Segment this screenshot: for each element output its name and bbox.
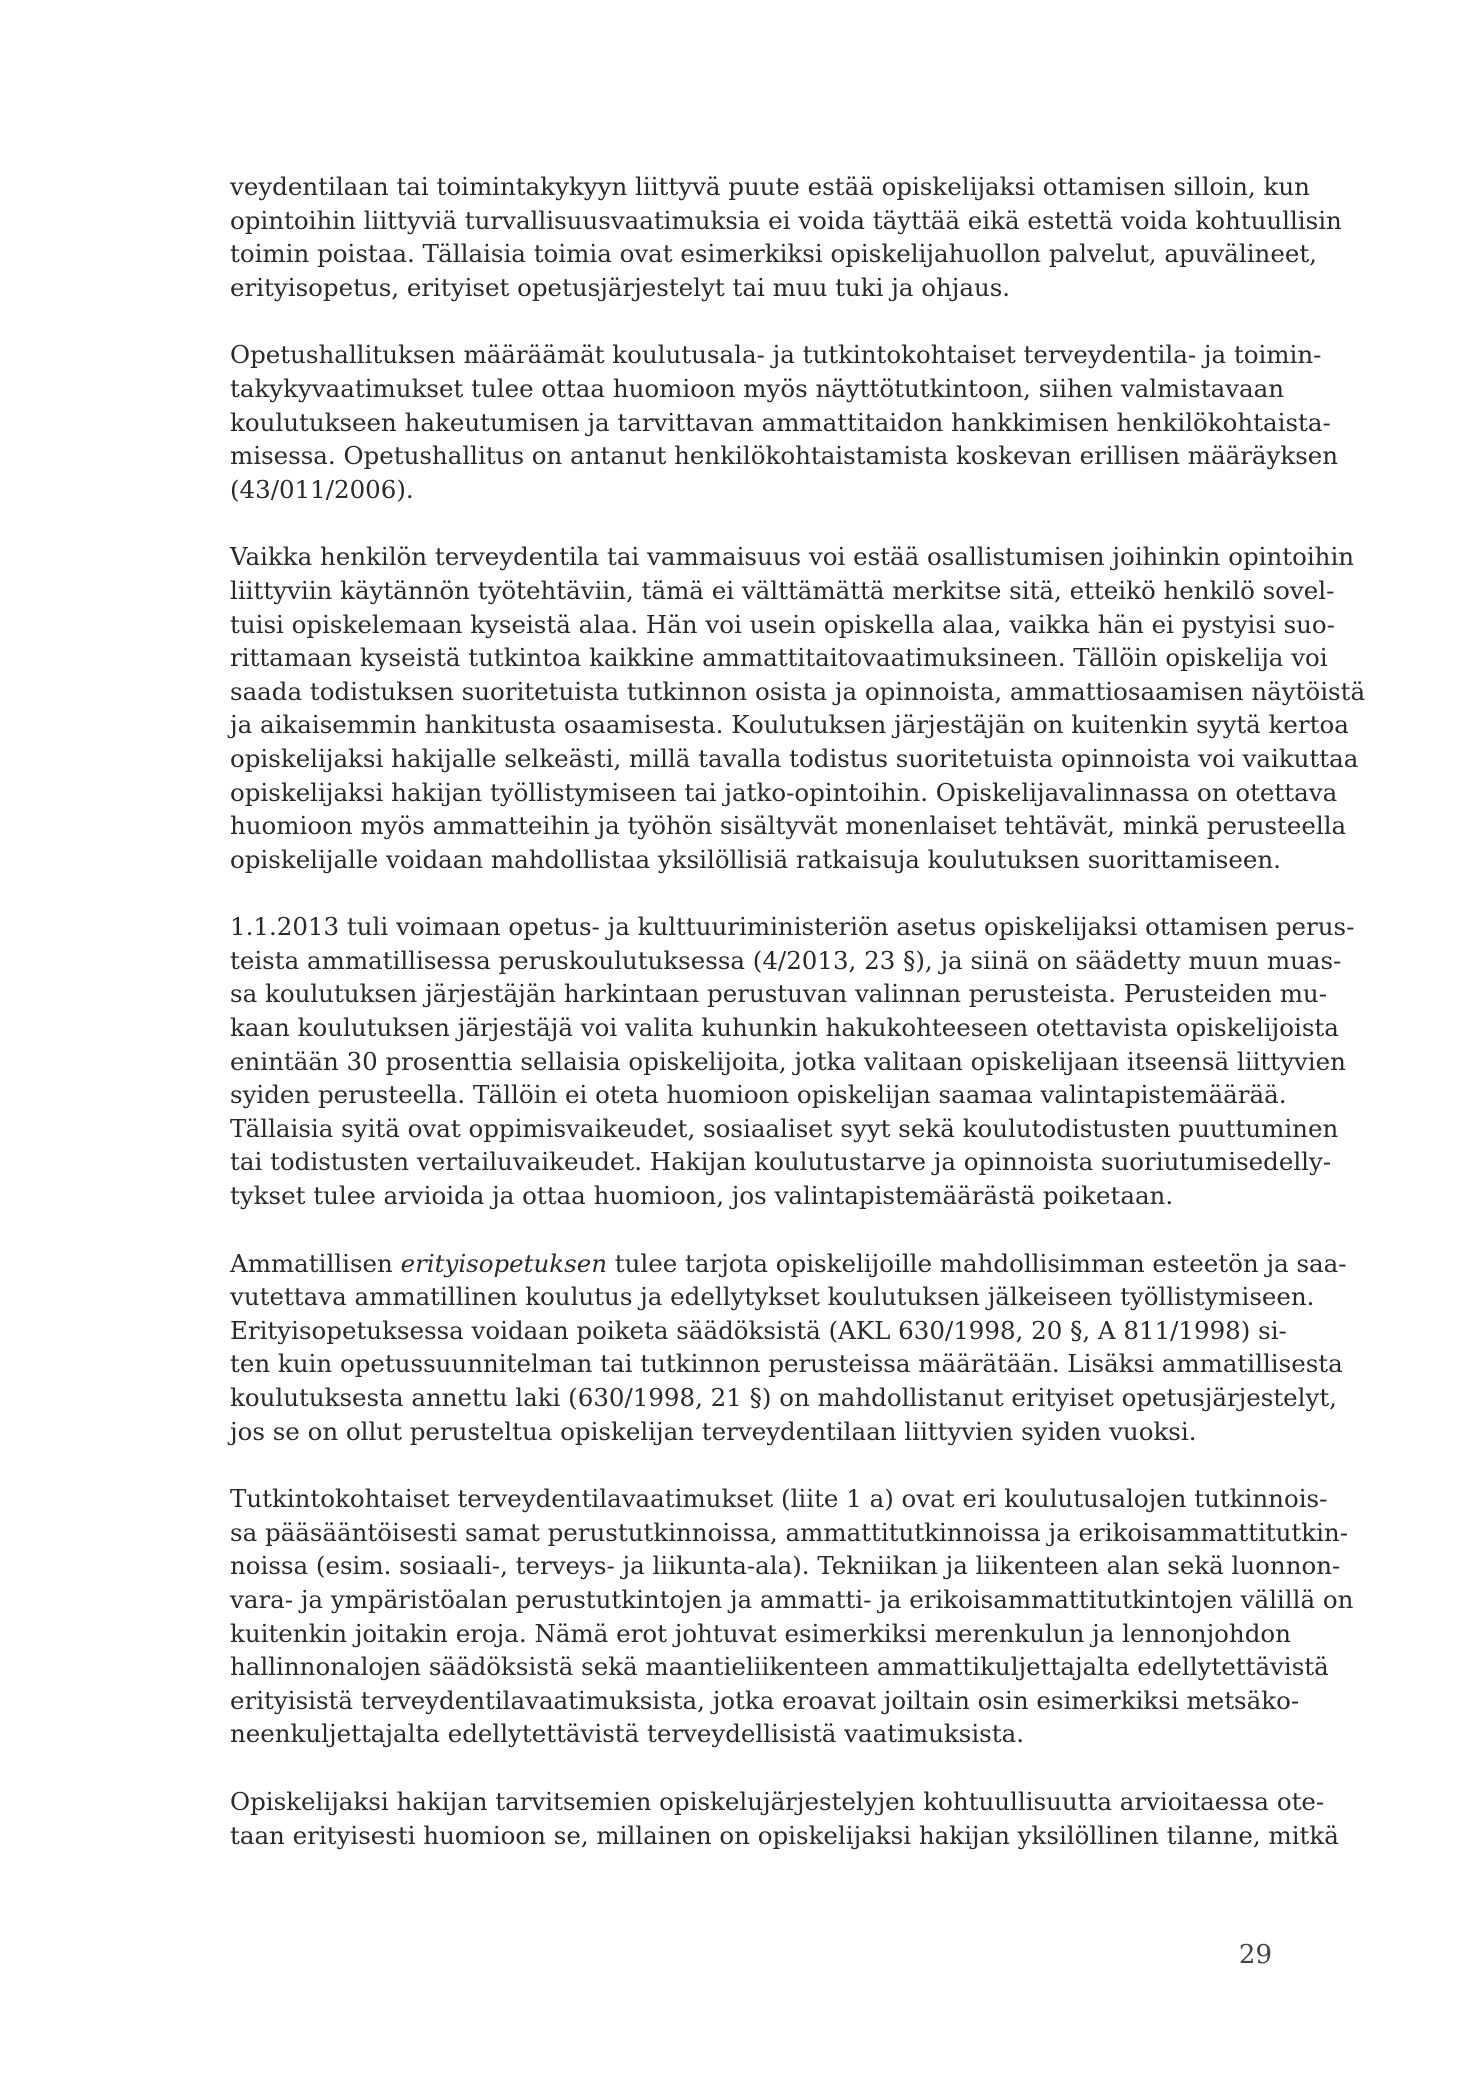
text-line: Ammatillisen erityisopetuksen tulee tarjota opiskelijoille mahdollisimman esteetön ja saa- xyxy=(230,1248,1347,1278)
text-line: opiskelijaksi hakijalle selkeästi, millä tavalla todistus suoritetuista opinnoista voi vaikuttaa xyxy=(230,743,1359,773)
text-line: kaan koulutuksen järjestäjä voi valita kuhunkin hakukohteeseen otettavista opiskelijoista xyxy=(230,1013,1339,1043)
text-line: toimin poistaa. Tällaisia toimia ovat esimerkiksi opiskelijahuollon palvelut, apuvälineet, xyxy=(230,239,1317,269)
text-line: sa pääsääntöisesti samat perustutkinnoissa, ammattitutkinnoissa ja erikoisammattitutkin- xyxy=(230,1517,1348,1547)
page-body xyxy=(230,170,1366,1886)
text-line: huomioon myös ammatteihin ja työhön sisältyvät monenlaiset tehtävät, minkä perusteella xyxy=(230,811,1347,841)
text-line: opintoihin liittyviä turvallisuusvaatimuksia ei voida täyttää eikä estettä voida kohtuullisin xyxy=(230,205,1342,235)
paragraph xyxy=(230,1247,1347,1449)
text-line: erityisopetus, erityiset opetusjärjestelyt tai muu tuki ja ohjaus. xyxy=(230,272,1011,302)
paragraph xyxy=(230,910,1355,1212)
text-line: koulutuksesta annettu laki (630/1998, 21 §) on mahdollistanut erityiset opetusjärjestelyt, xyxy=(230,1383,1337,1412)
text-line: tuisi opiskelemaan kyseistä alaa. Hän voi usein opiskella alaa, vaikka hän ei pystyisi suo- xyxy=(230,609,1335,639)
text-line: syiden perusteella. Tällöin ei oteta huomioon opiskelijan saamaa valintapistemäärää. xyxy=(230,1080,1287,1110)
text-line: noissa (esim. sosiaali-, terveys- ja liikunta-ala). Tekniikan ja liikenteen alan sekä luonnon- xyxy=(230,1551,1341,1581)
paragraph xyxy=(230,338,1339,506)
text-line: rittamaan kyseistä tutkintoa kaikkine ammattitaitovaatimuksineen. Tällöin opiskelija voi xyxy=(230,643,1328,673)
text-line: saada todistuksen suoritetuista tutkinnon osista ja opinnoista, ammattiosaamisen näytöistä xyxy=(230,676,1366,706)
page-number: 29 xyxy=(1238,1940,1272,1970)
text-line: opiskelijaksi hakijan työllistymiseen tai jatko-opintoihin. Opiskelijavalinnassa on otettava xyxy=(230,777,1338,807)
text-line: Vaikka henkilön terveydentila tai vammaisuus voi estää osallistumisen joihinkin opintoihin xyxy=(230,542,1355,572)
text-line: Tutkintokohtaiset terveydentilavaatimukset (liite 1 a) ovat eri koulutusalojen tutkinnois- xyxy=(230,1484,1328,1514)
paragraph xyxy=(230,1785,1339,1852)
text-line: erityisistä terveydentilavaatimuksista, jotka eroavat joiltain osin esimerkiksi metsäko- xyxy=(230,1685,1300,1715)
text-line: opiskelijalle voidaan mahdollistaa yksilöllisiä ratkaisuja koulutuksen suorittamiseen. xyxy=(230,844,1281,874)
text-line: Tällaisia syitä ovat oppimisvaikeudet, sosiaaliset syyt sekä koulutodistusten puuttuminen xyxy=(230,1113,1339,1143)
text-line: Opetushallituksen määräämät koulutusala- ja tutkintokohtaiset terveydentila- ja toimin- xyxy=(230,340,1322,370)
text-line: sa koulutuksen järjestäjän harkintaan perustuvan valinnan perusteista. Perusteiden mu- xyxy=(230,979,1327,1009)
text-line: veydentilaan tai toimintakykyyn liittyvä puute estää opiskelijaksi ottamisen silloin, kun xyxy=(230,172,1310,201)
text-line: vutettava ammatillinen koulutus ja edellytykset koulutuksen jälkeiseen työllistymiseen. xyxy=(230,1282,1315,1312)
paragraph xyxy=(230,170,1342,304)
text-line: hallinnonalojen säädöksistä sekä maantieliikenteen ammattikuljettajalta edellytettävistä xyxy=(230,1652,1329,1682)
text-line: jos se on ollut perusteltua opiskelijan terveydentilaan liittyvien syiden vuoksi. xyxy=(230,1416,1197,1446)
text-line: taan erityisesti huomioon se, millainen on opiskelijaksi hakijan yksilöllinen tilanne, mitkä xyxy=(230,1820,1339,1850)
italic-term: erityisopetuksen xyxy=(400,1248,607,1278)
paragraph xyxy=(230,1482,1354,1751)
text-line: neenkuljettajalta edellytettävistä terveydellisistä vaatimuksista. xyxy=(230,1719,1024,1749)
text-line: tykset tulee arvioida ja ottaa huomioon, jos valintapistemäärästä poiketaan. xyxy=(230,1181,1174,1211)
text-line: (43/011/2006). xyxy=(230,474,414,504)
text-line: misessa. Opetushallitus on antanut henkilökohtaistamista koskevan erillisen määräyksen xyxy=(230,441,1339,471)
text-line: vara- ja ympäristöalan perustutkintojen ja ammatti- ja erikoisammattitutkintojen välillä on xyxy=(230,1584,1354,1614)
text-line: tai todistusten vertailuvaikeudet. Hakijan koulutustarve ja opinnoista suoriutumisedelly- xyxy=(230,1147,1332,1177)
text-line: teista ammatillisessa peruskoulutuksessa (4/2013, 23 §), ja siinä on säädetty muun muas- xyxy=(230,945,1342,975)
text-line: kuitenkin joitakin eroja. Nämä erot johtuvat esimerkiksi merenkulun ja lennonjohdon xyxy=(230,1618,1291,1648)
text-line: koulutukseen hakeutumisen ja tarvittavan ammattitaidon hankkimisen henkilökohtaista- xyxy=(230,407,1331,437)
text-line: ten kuin opetussuunnitelman tai tutkinnon perusteissa määrätään. Lisäksi ammatillisesta xyxy=(230,1349,1343,1379)
text-line: 1.1.2013 tuli voimaan opetus- ja kulttuuriministeriön asetus opiskelijaksi ottamisen perus- xyxy=(230,912,1355,942)
text-line: Erityisopetuksessa voidaan poiketa säädöksistä (AKL 630/1998, 20 §, A 811/1998) si- xyxy=(230,1315,1287,1345)
text-line: takykyvaatimukset tulee ottaa huomioon myös näyttötutkintoon, siihen valmistavaan xyxy=(230,373,1285,403)
paragraph xyxy=(230,540,1366,876)
text-line: Opiskelijaksi hakijan tarvitsemien opiskelujärjestelyjen kohtuullisuutta arvioitaessa ote- xyxy=(230,1786,1325,1816)
text-line: liittyviin käytännön työtehtäviin, tämä ei välttämättä merkitse sitä, etteikö henkilö sovel- xyxy=(230,575,1335,605)
text-line: ja aikaisemmin hankitusta osaamisesta. Koulutuksen järjestäjän on kuitenkin syytä kertoa xyxy=(230,710,1349,740)
text-line: enintään 30 prosenttia sellaisia opiskelijoita, jotka valitaan opiskelijaan itseensä liittyvien xyxy=(230,1046,1346,1076)
